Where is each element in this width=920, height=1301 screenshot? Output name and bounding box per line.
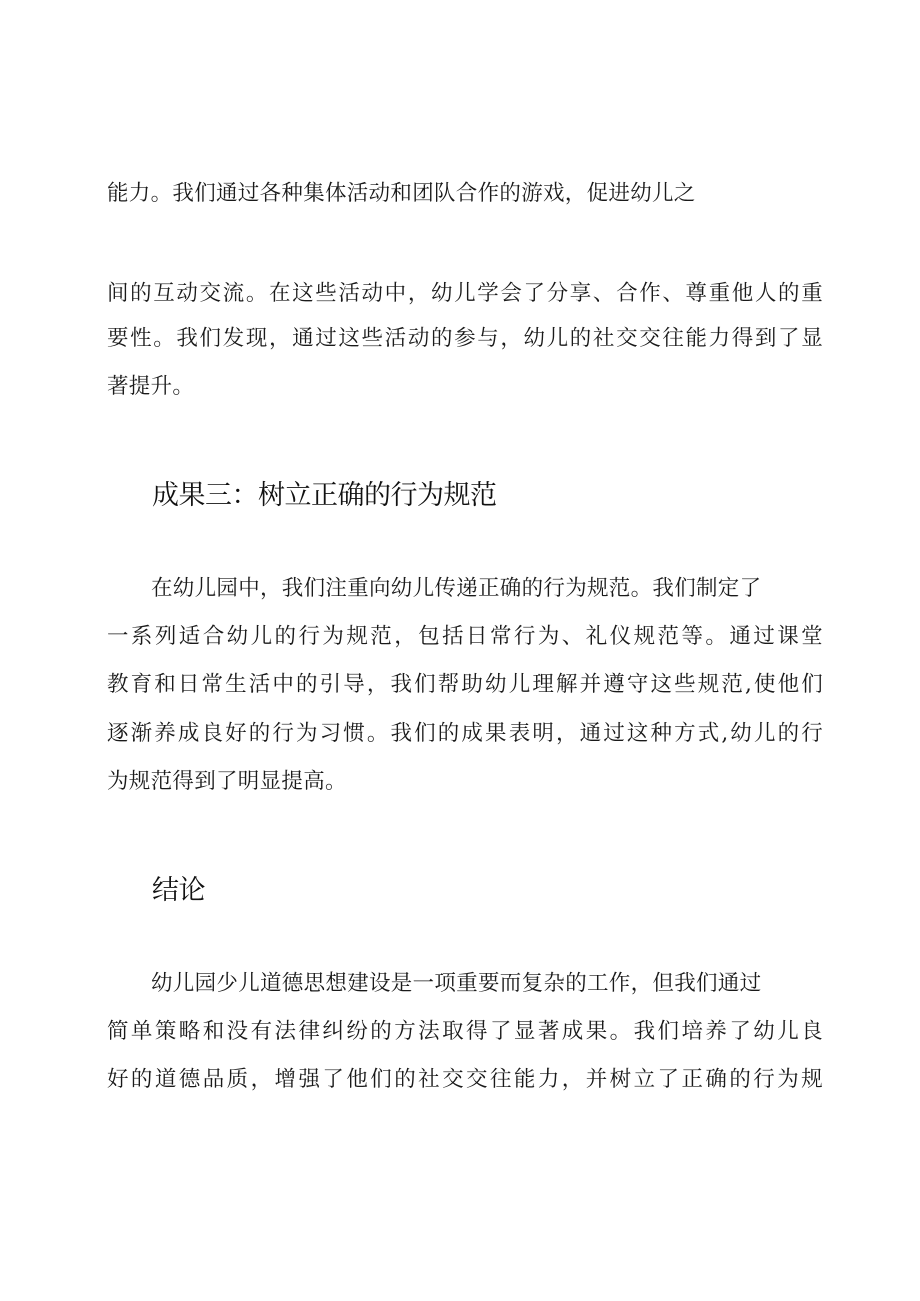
paragraph-line: 要性。我们发现，通过这些活动的参与，幼儿的社交交往能力得到了显: [107, 326, 823, 351]
paragraph-line: 间的互动交流。在这些活动中，幼儿学会了分享、合作、尊重他人的重: [107, 281, 823, 306]
paragraph-line: 幼儿园少儿道德思想建设是一项重要而复杂的工作，但我们通过: [151, 971, 762, 996]
paragraph-line: 为规范得到了明显提高。: [107, 769, 347, 794]
paragraph-line: 教育和日常生活中的引导，我们帮助幼儿理解并遵守这些规范,使他们: [107, 672, 823, 697]
paragraph-line: 一系列适合幼儿的行为规范，包括日常行为、礼仪规范等。通过课堂: [107, 624, 823, 649]
section-heading-outcome-three: 成果三：树立正确的行为规范: [152, 480, 497, 511]
paragraph-line: 在幼儿园中，我们注重向幼儿传递正确的行为规范。我们制定了: [151, 576, 762, 601]
paragraph-line: 简单策略和没有法律纠纷的方法取得了显著成果。我们培养了幼儿良: [107, 1019, 823, 1044]
paragraph-line: 能力。我们通过各种集体活动和团队合作的游戏，促进幼儿之: [107, 181, 696, 206]
section-heading-conclusion: 结论: [152, 875, 205, 906]
paragraph-line: 好的道德品质，增强了他们的社交交往能力，并树立了正确的行为规: [107, 1067, 823, 1092]
paragraph-line: 逐渐养成良好的行为习惯。我们的成果表明，通过这种方式,幼儿的行: [107, 721, 823, 746]
paragraph-line: 著提升。: [107, 374, 195, 399]
